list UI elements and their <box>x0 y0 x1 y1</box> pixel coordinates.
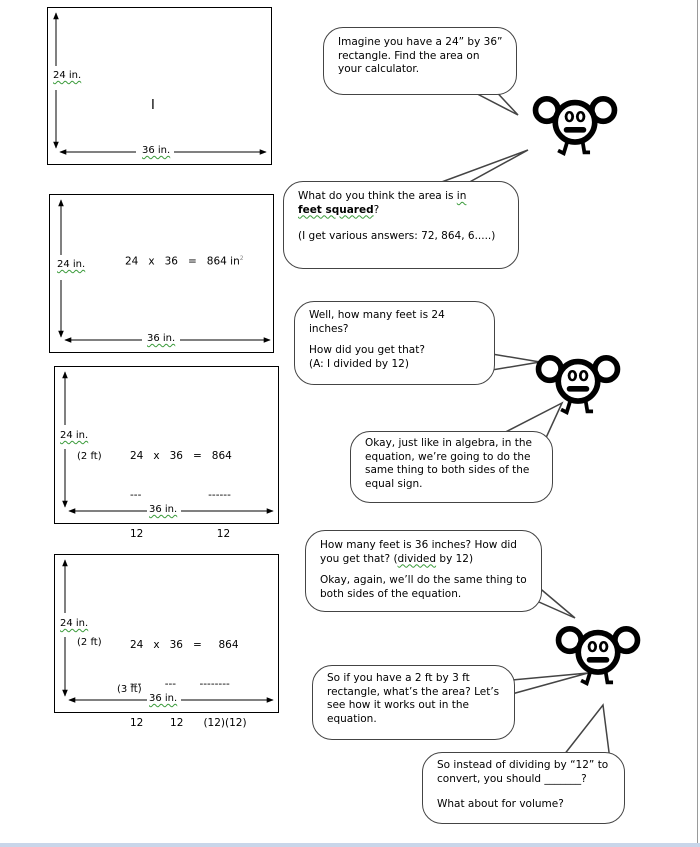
speech-bubble-2 <box>283 181 519 269</box>
height-label: 24 in. <box>53 70 82 81</box>
text-part: by 12) <box>436 552 474 565</box>
bubble-text: So if you have a 2 ft by 3 ft rectangle, what’s the area? Let’s see how it works out in the equation. <box>327 672 500 725</box>
equation-divider: --- --- -------- <box>130 678 230 690</box>
height-feet-label: (2 ft) <box>77 451 102 462</box>
bubble-text: Well, how many feet is 24 inches? <box>309 309 445 335</box>
height-feet-label: (2 ft) <box>77 637 102 648</box>
height-label: 24 in. <box>60 618 89 629</box>
text-part: divided <box>397 552 437 565</box>
speech-bubble-1 <box>323 27 517 95</box>
speech-bubble-6 <box>312 665 515 740</box>
bubble-text: Imagine you have a 24” by 36” rectangle. Find the area on your calculator. <box>338 36 503 75</box>
text-cursor: I <box>151 98 155 113</box>
text-part: in <box>456 190 467 202</box>
text-part: How many feet is 36 inches? How did you get that? ( <box>320 539 517 565</box>
speech-bubble-7 <box>422 752 625 824</box>
emphasis-text: feet squared <box>298 203 374 216</box>
bubble-text: Okay, just like in algebra, in the equation, we’re going to do the same thing to both sides of the equal sign. <box>365 437 532 490</box>
equation-bottom: 12 12 <box>130 528 231 540</box>
equation-top: 24 x 36 = 864 <box>130 639 239 651</box>
bubble-text <box>320 539 531 566</box>
bubble-text: Okay, again, we’ll do the same thing to both sides of the equation. <box>320 574 527 600</box>
text-part: ? <box>373 203 380 216</box>
speech-bubble-5 <box>305 530 542 612</box>
width-label: 36 in. <box>147 333 176 344</box>
width-feet-label: (3 ft) <box>117 684 142 695</box>
bubble-text: What about for volume? <box>437 798 564 810</box>
equation-text: 24 x 36 = 864 in <box>125 255 240 268</box>
equation-top: 24 x 36 = 864 <box>130 450 232 462</box>
speech-bubble-3 <box>294 301 495 385</box>
width-label: 36 in. <box>142 145 171 156</box>
exponent: 2 <box>239 255 244 262</box>
height-label: 24 in. <box>57 259 86 270</box>
bubble-text <box>298 190 508 217</box>
height-label: 24 in. <box>60 430 89 441</box>
bubble-text: (I get various answers: 72, 864, 6.....) <box>298 230 496 242</box>
width-label: 36 in. <box>149 693 178 704</box>
bubble-text: How did you get that? (A: I divided by 12) <box>309 344 425 370</box>
speech-bubble-4 <box>350 431 553 503</box>
width-label: 36 in. <box>149 504 178 515</box>
text-part: What do you think the area is <box>298 190 457 202</box>
equation-bottom: 12 12 (12)(12) <box>130 717 247 729</box>
equation-divider: --- ------ <box>130 489 231 501</box>
bubble-text: So instead of dividing by “12” to convert, you should _______? <box>437 759 609 785</box>
